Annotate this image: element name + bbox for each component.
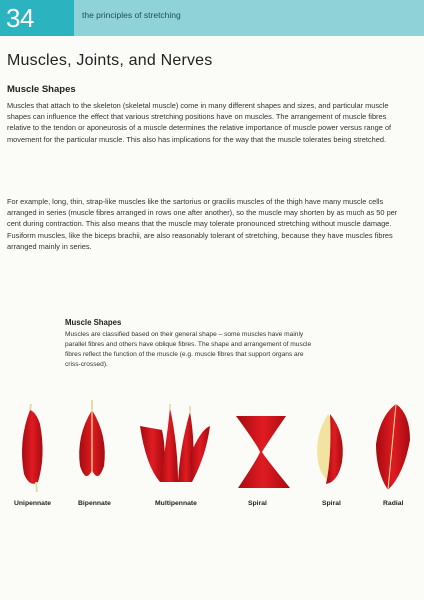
unipennate-muscle-drawing xyxy=(22,404,43,492)
label-bipennate: Bipennate xyxy=(78,500,111,507)
page-number: 34 xyxy=(0,0,74,36)
section-heading: Muscle Shapes xyxy=(7,84,76,95)
muscle-shapes-illustration xyxy=(0,396,424,496)
figure-caption xyxy=(65,318,315,370)
paragraph-1: Muscles that attach to the skeleton (skeletal muscle) come in many different shapes and sizes, and particular muscle shapes can influence the effect that various stretching positions have on muscles. The arrangement of muscle fibres relative to the tendon or aponeurosis of a muscle determines the relative importance of muscle power versus range of movement for the particular muscle. This also has implications for the way that the muscle tolerates being stretched. xyxy=(7,101,392,144)
radial-muscle-drawing xyxy=(376,404,410,490)
label-radial: Radial xyxy=(383,500,404,507)
spiral-muscle-drawing-1 xyxy=(236,416,290,488)
running-head: the principles of stretching xyxy=(82,10,181,20)
spiral-muscle-drawing-2 xyxy=(317,414,343,484)
page-title: Muscles, Joints, and Nerves xyxy=(7,52,213,69)
label-unipennate: Unipennate xyxy=(14,500,52,507)
label-multipennate: Multipennate xyxy=(155,500,197,507)
bipennate-muscle-drawing xyxy=(79,400,105,476)
paragraph-2: For example, long, thin, strap-like muscles like the sartorius or gracilis muscles of the thigh have many muscle cells arranged in series (muscle fibres arranged in rows one after another), so the muscle may shorten by as much as 50 per cent during contraction. This also means that the muscle may tolerate pronounced stretching without muscle damage. Fusiform muscles, like the biceps brachii, are also reasonably tolerant of stretching, because they have muscles fibres arranged mainly in series. xyxy=(7,197,398,251)
multipennate-muscle-drawing xyxy=(140,404,210,482)
label-spiral-2: Spiral xyxy=(322,500,341,507)
header-band xyxy=(0,0,424,36)
caption-text: Muscles are classified based on their general shape – some muscles have mainly parallel fibres and others have oblique fibres. The shape and arrangement of muscle fibres reflect the function of the muscle (e.g. muscle fibres that support organs are criss-crossed). xyxy=(65,331,312,368)
label-spiral-1: Spiral xyxy=(248,500,267,507)
caption-title: Muscle Shapes xyxy=(65,318,122,327)
